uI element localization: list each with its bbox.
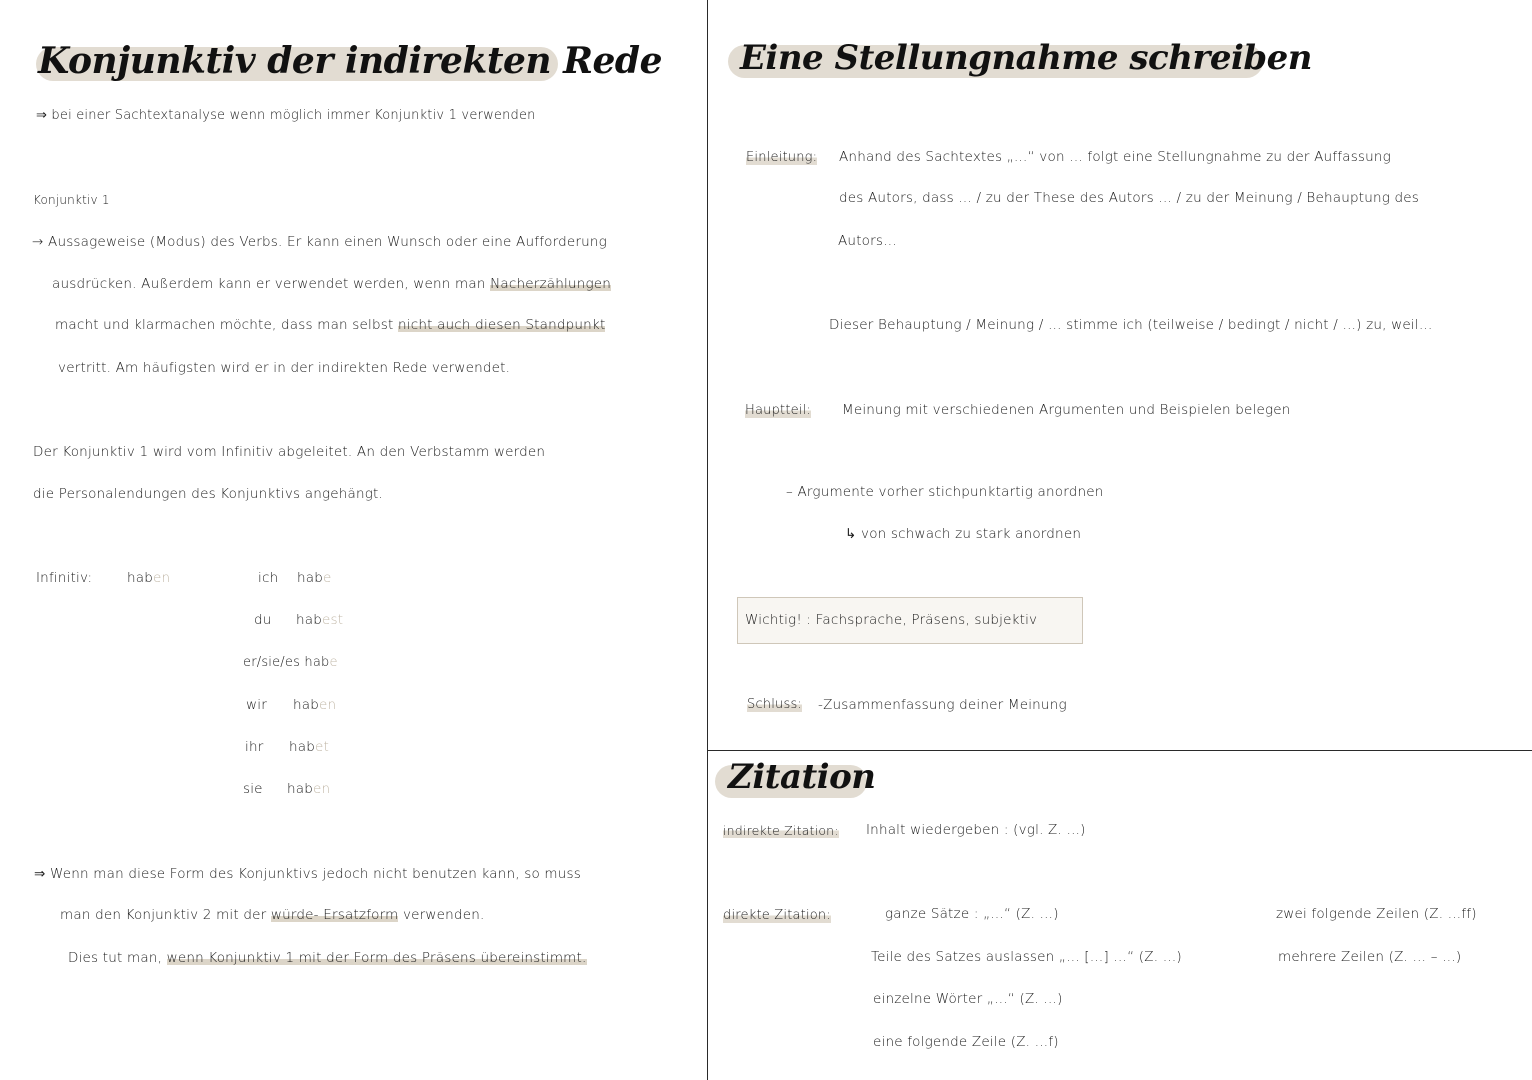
- sub-bullet-order: ↳ von schwach zu stark anordnen: [845, 526, 1082, 542]
- important-text: Wichtig! : Fachsprache, Präsens, subjektiv: [745, 612, 1038, 628]
- schluss-text: -Zusammenfassung deiner Meinung: [818, 697, 1067, 713]
- page-title-konjunktiv: Konjunktiv der indirekten Rede: [38, 40, 662, 82]
- substitute-line-1: ⇒ Wenn man diese Form des Konjunktivs jedoch nicht benutzen kann, so muss: [34, 866, 581, 882]
- conjugated-form: [289, 739, 329, 755]
- pronoun: wir: [246, 697, 267, 713]
- vertical-divider: [707, 0, 708, 1080]
- definition-line-2: [52, 276, 611, 292]
- einleitung-line-1: Anhand des Sachtextes „…“ von … folgt eine Stellungnahme zu der Auffassung: [839, 149, 1391, 165]
- pronoun: du: [254, 612, 272, 628]
- direct-citation-item: einzelne Wörter „…“ (Z. …): [873, 991, 1063, 1007]
- highlight-standpunkt: nicht auch diesen Standpunkt: [398, 317, 606, 333]
- pronoun: er/sie/es: [243, 655, 301, 670]
- page-title-stellungnahme: Eine Stellungnahme schreiben: [740, 38, 1313, 78]
- derivation-line-2: die Personalendungen des Konjunktivs angehängt.: [33, 486, 384, 502]
- direct-citation-item: eine folgende Zeile (Z. …f): [873, 1034, 1059, 1050]
- verb-stem: hab: [296, 612, 322, 628]
- verb-stem: hab: [304, 655, 330, 670]
- pronoun: ich: [258, 570, 279, 586]
- conjugated-form: [293, 697, 336, 713]
- einleitung-line-4: Dieser Behauptung / Meinung / … stimme ich (teilweise / bedingt / nicht / …) zu, weil…: [829, 317, 1433, 333]
- highlight-wuerde-ersatzform: würde- Ersatzform: [270, 907, 399, 923]
- verb-stem: hab: [293, 697, 319, 713]
- verb-ending: e: [329, 655, 338, 670]
- line-citation-item: zwei folgende Zeilen (Z. …ff): [1276, 906, 1477, 922]
- line-citation-item: mehrere Zeilen (Z. … – …): [1278, 949, 1462, 965]
- section-label-konjunktiv-1: Konjunktiv 1: [33, 193, 110, 207]
- definition-text: ausdrücken. Außerdem kann er verwendet werden, wenn man: [52, 276, 491, 292]
- bullet-arguments: – Argumente vorher stichpunktartig anordnen: [786, 484, 1104, 500]
- substitute-text: verwenden.: [398, 907, 485, 923]
- page-title-zitation: Zitation: [728, 757, 876, 797]
- label-einleitung: Einleitung:: [746, 150, 818, 165]
- horizontal-divider: [707, 750, 1532, 751]
- intro-text: ⇒ bei einer Sachtextanalyse wenn möglich immer Konjunktiv 1 verwenden: [36, 108, 536, 123]
- einleitung-line-2: des Autors, dass … / zu der These des Autors … / zu der Meinung / Behauptung des: [839, 190, 1420, 206]
- substitute-line-2: [60, 907, 484, 923]
- verb-ending: est: [322, 612, 344, 628]
- direct-citation-item: Teile des Satzes auslassen „… […] …“ (Z. …): [871, 949, 1182, 965]
- definition-line-1: → Aussageweise (Modus) des Verbs. Er kann einen Wunsch oder eine Aufforderung: [32, 234, 607, 250]
- label-schluss: Schluss:: [747, 697, 803, 712]
- infinitive-form: [127, 570, 170, 586]
- substitute-line-3: [68, 950, 587, 966]
- verb-stem: hab: [289, 739, 315, 755]
- direct-citation-item: ganze Sätze : „…“ (Z. …): [885, 906, 1059, 922]
- pronoun: ihr: [245, 739, 264, 755]
- hauptteil-text: Meinung mit verschiedenen Argumenten und Beispielen belegen: [842, 402, 1291, 418]
- pronoun: sie: [243, 781, 263, 797]
- verb-stem: hab: [127, 570, 153, 586]
- indirect-citation-text: Inhalt wiedergeben : (vgl. Z. …): [866, 822, 1086, 838]
- conjugation-row: [243, 655, 338, 670]
- conjugated-form: [297, 570, 332, 586]
- conjugated-form: [287, 781, 330, 797]
- einleitung-line-3: Autors…: [838, 233, 897, 249]
- verb-stem: hab: [287, 781, 313, 797]
- definition-text: macht und klarmachen möchte, dass man selbst: [55, 317, 398, 333]
- label-hauptteil: Hauptteil:: [745, 403, 812, 418]
- highlight-nacherzaehlungen: Nacherzählungen: [490, 276, 612, 292]
- conjugated-form: [296, 612, 343, 628]
- verb-ending: e: [323, 570, 332, 586]
- substitute-text: Dies tut man,: [68, 950, 167, 966]
- infinitive-label: Infinitiv:: [36, 570, 93, 586]
- verb-ending: en: [153, 570, 171, 586]
- label-direct-citation: direkte Zitation:: [723, 908, 831, 923]
- definition-line-4: vertritt. Am häufigsten wird er in der indirekten Rede verwendet.: [58, 360, 511, 376]
- derivation-line-1: Der Konjunktiv 1 wird vom Infinitiv abgeleitet. An den Verbstamm werden: [33, 444, 546, 460]
- verb-ending: en: [319, 697, 337, 713]
- definition-line-3: [55, 317, 605, 333]
- substitute-text: man den Konjunktiv 2 mit der: [60, 907, 271, 923]
- label-indirect-citation: indirekte Zitation:: [723, 823, 839, 838]
- highlight-praesens-rule: wenn Konjunktiv 1 mit der Form des Präsens übereinstimmt.: [166, 950, 587, 966]
- verb-ending: en: [313, 781, 331, 797]
- verb-ending: et: [315, 739, 329, 755]
- verb-stem: hab: [297, 570, 323, 586]
